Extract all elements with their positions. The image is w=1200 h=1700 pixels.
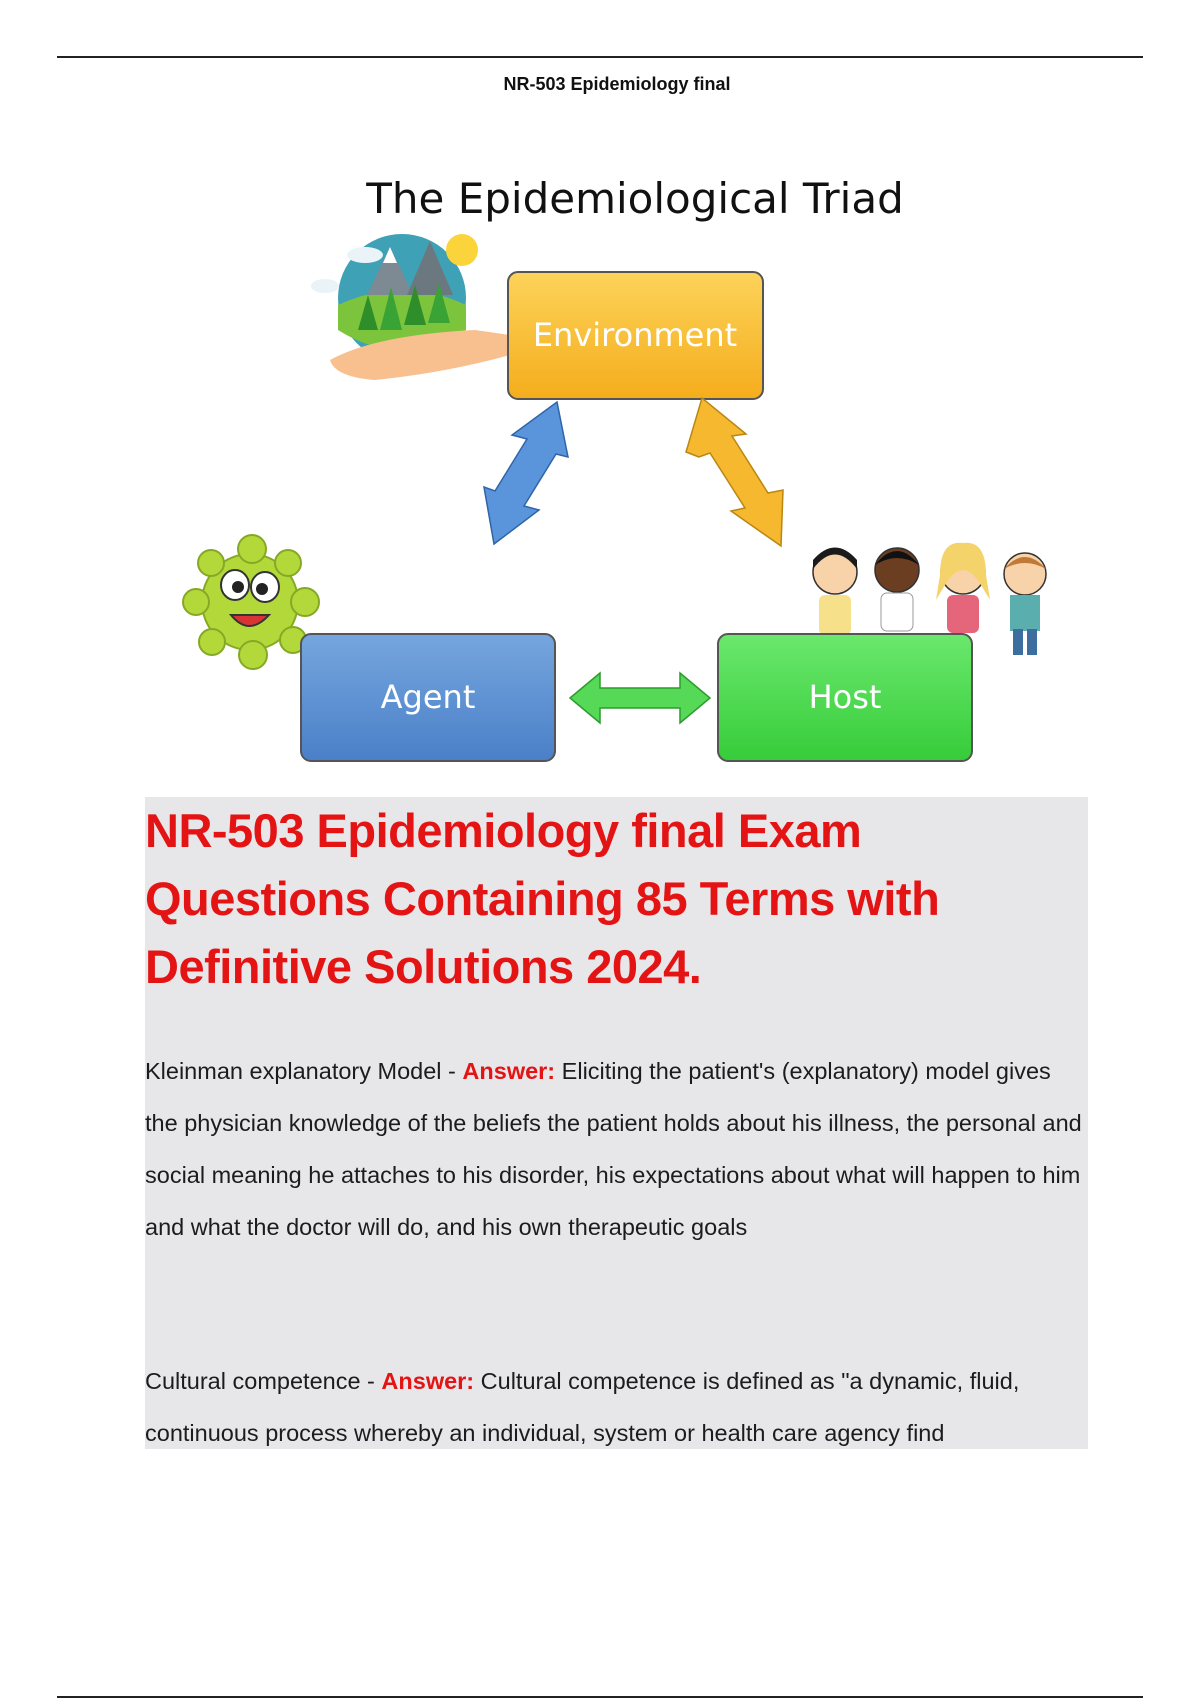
document-title: NR-503 Epidemiology final Exam Questions Containing 85 Terms with Definitive Solutions 2024. — [145, 804, 940, 993]
environment-agent-arrow — [484, 402, 568, 544]
qa-answer-label: Answer: — [462, 1058, 556, 1084]
qa-answer-label: Answer: — [381, 1368, 475, 1394]
qa-term: Kleinman explanatory Model - — [145, 1058, 463, 1084]
environment-host-arrow — [686, 398, 783, 546]
environment-box — [508, 272, 763, 399]
qa-entry — [145, 1045, 1088, 1253]
agent-host-arrow — [570, 673, 710, 723]
qa-answer-text: Eliciting the patient's (explanatory) model gives the physician knowledge of the beliefs the patient holds about his illness, the personal and social meaning he attaches to his disorder, his expectations about what will happen to him and what the doctor will do, and his own therapeutic goals — [145, 1058, 1082, 1240]
qa-term: Cultural competence - — [145, 1368, 382, 1394]
diagram-title: The Epidemiological Triad — [366, 174, 904, 223]
host-box — [718, 634, 972, 761]
qa-answer-text: Cultural competence is defined as "a dynamic, fluid, continuous process whereby an individual, system or health care agency find — [145, 1368, 1020, 1446]
footer-rule — [57, 1696, 1143, 1698]
environment-globe-icon — [311, 234, 510, 380]
environment-label: Environment — [532, 316, 738, 354]
agent-box — [301, 634, 555, 761]
header-rule — [57, 56, 1143, 58]
qa-entry — [145, 1355, 1088, 1459]
epidemiological-triad-diagram — [145, 155, 1075, 775]
host-label: Host — [808, 678, 882, 716]
agent-label: Agent — [380, 678, 476, 716]
virus-icon — [183, 535, 319, 669]
page-header-title: NR-503 Epidemiology final — [503, 74, 731, 94]
